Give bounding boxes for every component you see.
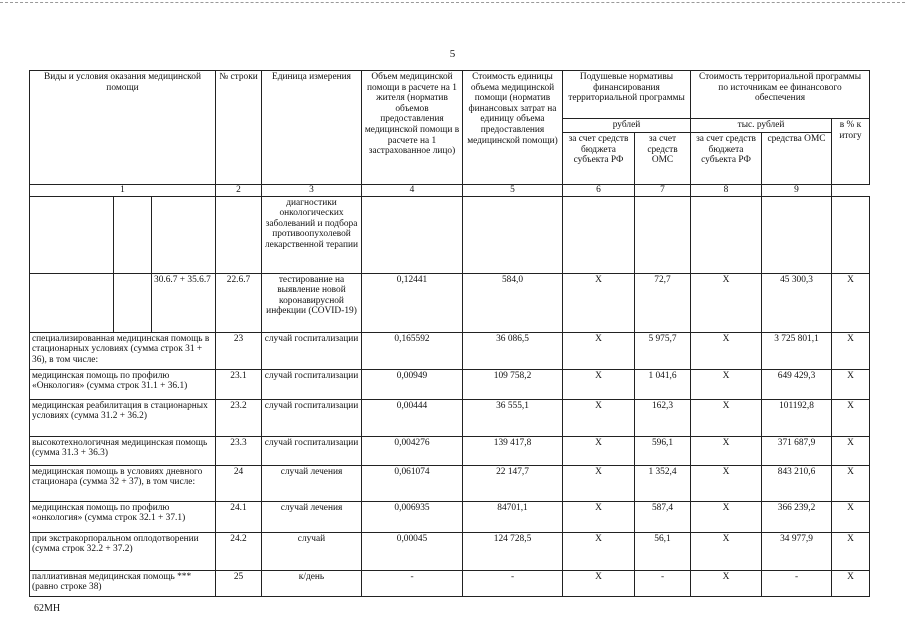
row-number: 23	[216, 332, 262, 369]
footer-code: 62МН	[34, 603, 61, 614]
row-v5: X	[563, 369, 635, 399]
header-budget: за счет средств бюджета субъекта РФ	[563, 133, 635, 185]
row-v8: 3 725 801,1	[762, 332, 832, 369]
row-cost: 84701,1	[463, 501, 563, 532]
row-v5: X	[563, 532, 635, 570]
row-v7: X	[691, 369, 762, 399]
table-row	[30, 436, 870, 465]
row-v9: X	[832, 570, 870, 596]
page-number: 5	[449, 48, 456, 60]
row-v5: X	[563, 273, 635, 332]
row-number: 24	[216, 465, 262, 501]
row-v9: X	[832, 399, 870, 436]
header-rubles: рублей	[563, 119, 691, 133]
row-v6: 72,7	[635, 273, 691, 332]
row-number	[216, 196, 262, 273]
row-v5: X	[563, 436, 635, 465]
row-v5: X	[563, 399, 635, 436]
row-v6: 56,1	[635, 532, 691, 570]
table-row	[30, 570, 870, 596]
column-number: 5	[463, 185, 563, 197]
row-v5: X	[563, 570, 635, 596]
row-number: 24.1	[216, 501, 262, 532]
row-name: при экстракорпоральном оплодотворении (сумма строк 32.2 + 37.2)	[30, 532, 216, 570]
header-territorial-cost: Стоимость территориальной программы по источникам ее финансового обеспечения	[691, 71, 870, 119]
row-v9: X	[832, 332, 870, 369]
header-budget-2: за счет средств бюджета субъекта РФ	[691, 133, 762, 185]
row-name: паллиативная медицинская помощь *** (равно строке 38)	[30, 570, 216, 596]
row-v7: X	[691, 436, 762, 465]
row-v6: -	[635, 570, 691, 596]
row-v7: X	[691, 570, 762, 596]
row-volume: 0,00949	[362, 369, 463, 399]
header-kinds: Виды и условия оказания медицинской помощи	[30, 71, 216, 185]
row-cost: 124 728,5	[463, 532, 563, 570]
row-v6: 1 041,6	[635, 369, 691, 399]
table-row	[30, 532, 870, 570]
table-row	[30, 399, 870, 436]
row-v8: 366 239,2	[762, 501, 832, 532]
header-percent-total: в % к итогу	[832, 119, 870, 185]
row-unit: случай госпитализации	[262, 436, 362, 465]
row-v5	[563, 196, 635, 273]
row-v7: X	[691, 532, 762, 570]
row-cost: 22 147,7	[463, 465, 563, 501]
empty-cell	[114, 273, 152, 332]
column-number: 7	[635, 185, 691, 197]
row-number: 23.3	[216, 436, 262, 465]
row-v5: X	[563, 332, 635, 369]
empty-cell	[152, 196, 216, 273]
column-number: 3	[262, 185, 362, 197]
row-unit: случай госпитализации	[262, 332, 362, 369]
table-row	[30, 273, 870, 332]
row-v8: 371 687,9	[762, 436, 832, 465]
row-volume: 0,004276	[362, 436, 463, 465]
row-unit: случай госпитализации	[262, 399, 362, 436]
row-v9: X	[832, 369, 870, 399]
row-v7: X	[691, 501, 762, 532]
row-cost: 36 086,5	[463, 332, 563, 369]
row-v8: 649 429,3	[762, 369, 832, 399]
row-cost: 584,0	[463, 273, 563, 332]
row-v9: X	[832, 532, 870, 570]
row-number: 25	[216, 570, 262, 596]
row-v6: 162,3	[635, 399, 691, 436]
table-row	[30, 465, 870, 501]
row-v8: 101192,8	[762, 399, 832, 436]
row-v8: -	[762, 570, 832, 596]
column-number: 9	[762, 185, 832, 197]
row-v6: 5 975,7	[635, 332, 691, 369]
empty-cell	[114, 196, 152, 273]
row-v9: X	[832, 436, 870, 465]
header-per-capita: Подушевые нормативы финансирования территориальной программы	[563, 71, 691, 119]
row-v5: X	[563, 501, 635, 532]
row-v5: X	[563, 465, 635, 501]
empty-cell	[30, 273, 114, 332]
row-unit: тестирование на выявление новой коронавирусной инфекции (COVID-19)	[262, 273, 362, 332]
row-volume: 0,006935	[362, 501, 463, 532]
row-cost: 139 417,8	[463, 436, 563, 465]
column-number: 2	[216, 185, 262, 197]
row-unit: случай	[262, 532, 362, 570]
header-volume: Объем медицинской помощи в расчете на 1 жителя (норматив объемов предоставления медицинской помощи в расчете на 1 застрахованное лицо)	[362, 71, 463, 185]
row-v8	[762, 196, 832, 273]
row-volume	[362, 196, 463, 273]
row-name: специализированная медицинская помощь в стационарных условиях (сумма строк 31 + 36), в том числе:	[30, 332, 216, 369]
row-v7: X	[691, 465, 762, 501]
row-cost	[463, 196, 563, 273]
row-volume: 0,061074	[362, 465, 463, 501]
column-number: 8	[691, 185, 762, 197]
header-row-number: № строки	[216, 71, 262, 185]
row-v8: 843 210,6	[762, 465, 832, 501]
header-thousand-rubles: тыс. рублей	[691, 119, 832, 133]
row-unit: диагностики онкологических заболеваний и подбора противоопухолевой лекарственной терапии	[262, 196, 362, 273]
row-v7: X	[691, 273, 762, 332]
column-numbers-row	[30, 185, 870, 197]
row-v7: X	[691, 399, 762, 436]
table-row	[30, 369, 870, 399]
row-v6	[635, 196, 691, 273]
row-v9: X	[832, 273, 870, 332]
row-v9: X	[832, 465, 870, 501]
row-subsum: 30.6.7 + 35.6.7	[152, 273, 216, 332]
row-v9	[832, 196, 870, 273]
row-name: медицинская помощь по профилю «Онкология» (сумма строк 31.1 + 36.1)	[30, 369, 216, 399]
row-v9: X	[832, 501, 870, 532]
table-row	[30, 196, 870, 273]
row-cost: 36 555,1	[463, 399, 563, 436]
financing-table	[29, 70, 870, 597]
row-name: медицинская реабилитация в стационарных условиях (сумма 31.2 + 36.2)	[30, 399, 216, 436]
row-v6: 596,1	[635, 436, 691, 465]
table-row	[30, 501, 870, 532]
row-v7	[691, 196, 762, 273]
column-number: 1	[30, 185, 216, 197]
row-unit: к/день	[262, 570, 362, 596]
row-name: высокотехнологичная медицинская помощь (сумма 31.3 + 36.3)	[30, 436, 216, 465]
header-unit-cost: Стоимость единицы объема медицинской помощи (норматив финансовых затрат на единицу объема предоставления медицинской помощи)	[463, 71, 563, 185]
row-number: 23.1	[216, 369, 262, 399]
column-number: 6	[563, 185, 635, 197]
column-number: 4	[362, 185, 463, 197]
scan-top-edge	[0, 2, 905, 3]
row-cost: -	[463, 570, 563, 596]
row-unit: случай лечения	[262, 501, 362, 532]
row-volume: 0,165592	[362, 332, 463, 369]
header-oms: за счет средств ОМС	[635, 133, 691, 185]
row-volume: 0,12441	[362, 273, 463, 332]
row-v8: 45 300,3	[762, 273, 832, 332]
header-oms-2: средства ОМС	[762, 133, 832, 185]
row-number: 23.2	[216, 399, 262, 436]
row-volume: 0,00444	[362, 399, 463, 436]
row-number: 22.6.7	[216, 273, 262, 332]
row-volume: 0,00045	[362, 532, 463, 570]
row-name: медицинская помощь в условиях дневного стационара (сумма 32 + 37), в том числе:	[30, 465, 216, 501]
row-cost: 109 758,2	[463, 369, 563, 399]
row-v7: X	[691, 332, 762, 369]
row-unit: случай лечения	[262, 465, 362, 501]
row-unit: случай госпитализации	[262, 369, 362, 399]
row-v6: 1 352,4	[635, 465, 691, 501]
row-name: медицинская помощь по профилю «онкология» (сумма строк 32.1 + 37.1)	[30, 501, 216, 532]
header-unit: Единица измерения	[262, 71, 362, 185]
row-v6: 587,4	[635, 501, 691, 532]
table-row	[30, 332, 870, 369]
row-volume: -	[362, 570, 463, 596]
row-number: 24.2	[216, 532, 262, 570]
empty-cell	[30, 196, 114, 273]
row-v8: 34 977,9	[762, 532, 832, 570]
